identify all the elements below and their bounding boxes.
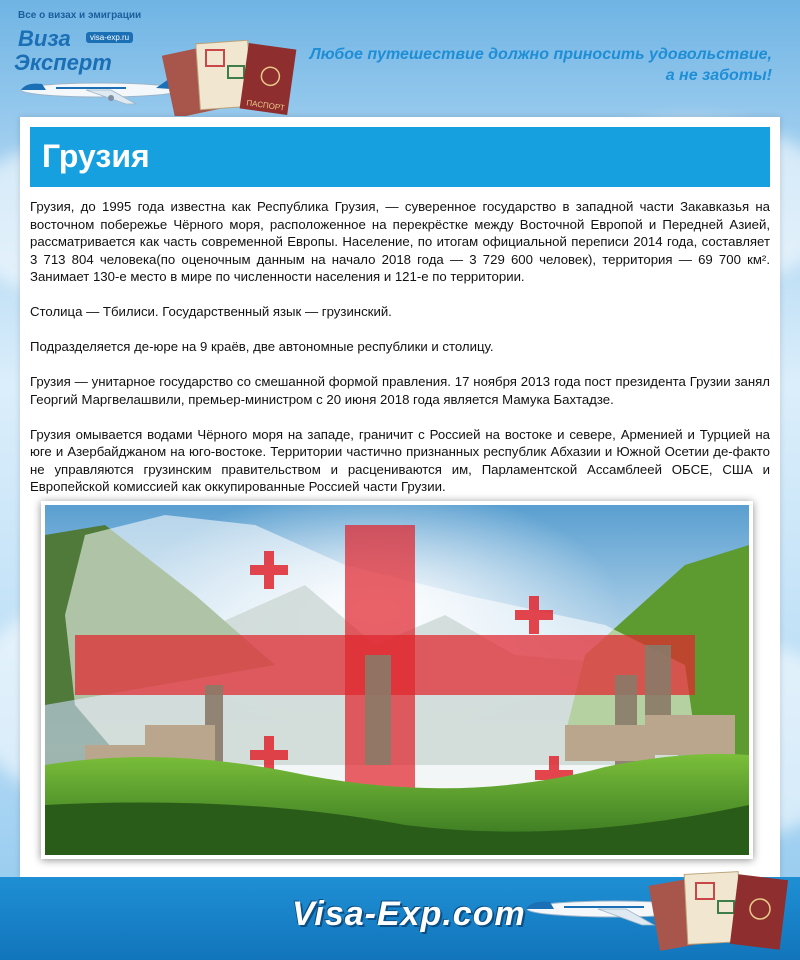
passports-icon bbox=[640, 863, 790, 953]
article-paragraph: Подразделяется де-юре на 9 краёв, две автономные республики и столицу. bbox=[30, 339, 494, 354]
article-paragraph: Грузия омывается водами Чёрного моря на западе, граничит с Россией на востоке и севере, Арменией и Турцией на юге и Азербайджаном на юго-востоке. Территории частично признанных республик Абхазии и Южной Осетии де-факто не управляются грузинским правительством и расцениваются им, Парламентской Ассамблеей ОБСЕ, США и Европейской комиссией как оккупированные Россией части Грузии. bbox=[30, 426, 770, 494]
article-body bbox=[30, 198, 770, 513]
tagline-line2: а не заботы! bbox=[665, 67, 772, 84]
passport-label: ПАСПОРТ bbox=[245, 98, 286, 113]
page-header bbox=[0, 0, 800, 120]
georgia-photo bbox=[41, 501, 753, 859]
logo-subtitle: Все о визах и эмиграции bbox=[18, 10, 142, 21]
article-paragraph: Грузия, до 1995 года известна как Республика Грузия, — суверенное государство в западной части Закавказья на восточном побережье Чёрного моря, расположенное на перекрёстке между Восточной Европой и Передней Азией, рассматривается как часть современной Европы. Население, по итогам официальной переписи 2014 года, составляет 3 713 804 человека(по оценочным данным на начало 2018 года — 3 729 600 человек), территория — 69 700 км². Занимает 130-е место в мире по численности населения и 121-е по территории. bbox=[30, 199, 770, 284]
article-paragraph: Столица — Тбилиси. Государственный язык — грузинский. bbox=[30, 304, 392, 319]
page-footer bbox=[0, 877, 800, 960]
site-tagline bbox=[310, 44, 772, 86]
logo-url: visa-exp.ru bbox=[86, 32, 133, 43]
site-logo[interactable] bbox=[8, 6, 308, 118]
logo-title-line2: Эксперт bbox=[14, 50, 112, 75]
footer-site-link[interactable]: Visa-Exp.com bbox=[292, 895, 526, 933]
page-title: Грузия bbox=[42, 138, 150, 174]
article-paragraph: Грузия — унитарное государство со смешанной формой правления. 17 ноября 2013 года пост президента Грузии занял Георгий Маргвелашвили, премьер-министром с 20 июня 2018 года является Мамука Бахтадзе. bbox=[30, 374, 770, 407]
tagline-line1: Любое путешествие должно приносить удовольствие, bbox=[309, 46, 772, 63]
georgia-flag-landscape-image bbox=[45, 505, 749, 855]
title-bar bbox=[30, 127, 770, 187]
content-panel bbox=[20, 117, 780, 877]
passports-icon bbox=[148, 36, 298, 116]
logo-title-line1: Виза bbox=[18, 26, 71, 51]
